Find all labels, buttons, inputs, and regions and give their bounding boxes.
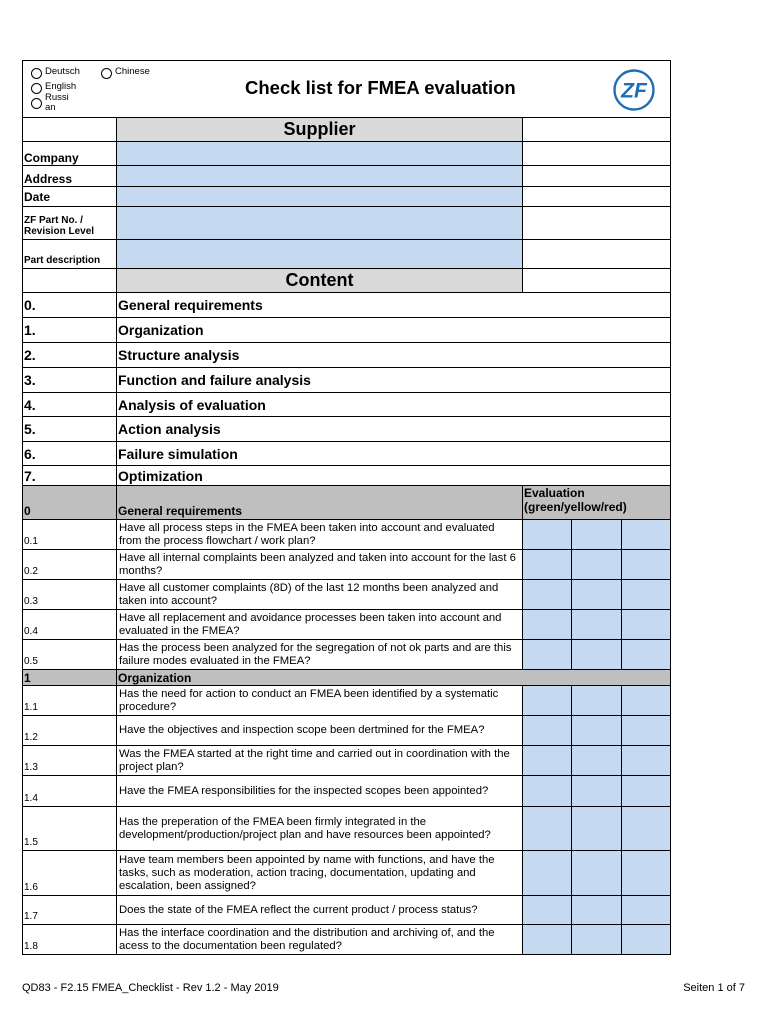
fmea-checklist-table [22, 60, 671, 955]
blank-cell [523, 118, 671, 142]
evaluation-cell[interactable] [572, 686, 622, 716]
evaluation-cell[interactable] [622, 550, 671, 580]
language-option-russian[interactable] [31, 93, 73, 113]
evaluation-cell[interactable] [523, 520, 572, 550]
evaluation-cell[interactable] [622, 851, 671, 896]
section-title: Organization [117, 670, 671, 686]
content-item-number: 7. [23, 466, 117, 486]
evaluation-cell[interactable] [622, 896, 671, 925]
evaluation-cell[interactable] [523, 896, 572, 925]
evaluation-cell[interactable] [572, 610, 622, 640]
blank-cell [523, 166, 671, 187]
evaluation-cell[interactable] [572, 550, 622, 580]
footer-document-id: QD83 - F2.15 FMEA_Checklist - Rev 1.2 - May 2019 [22, 982, 279, 994]
supplier-heading: Supplier [117, 118, 523, 142]
question-text: Was the FMEA started at the right time and carried out in coordination with the project plan? [117, 746, 523, 776]
evaluation-cell[interactable] [523, 716, 572, 746]
question-number: 1.5 [23, 807, 117, 851]
blank-cell [523, 269, 671, 293]
question-text: Have team members been appointed by name with functions, and have the tasks, such as moderation, action tracing, documentation, updating and escalation, been assigned? [117, 851, 523, 896]
evaluation-cell[interactable] [523, 851, 572, 896]
blank-cell [23, 118, 117, 142]
content-item-number: 0. [23, 293, 117, 318]
zf-logo [613, 69, 655, 111]
content-heading: Content [117, 269, 523, 293]
question-number: 1.3 [23, 746, 117, 776]
blank-cell [523, 142, 671, 166]
question-number: 1.2 [23, 716, 117, 746]
question-number: 0.3 [23, 580, 117, 610]
question-number: 1.7 [23, 896, 117, 925]
question-text: Has the need for action to conduct an FMEA been identified by a systematic procedure? [117, 686, 523, 716]
content-item-title: Function and failure analysis [117, 368, 671, 393]
evaluation-cell[interactable] [523, 610, 572, 640]
address-label: Address [23, 166, 117, 187]
section-title: General requirements [117, 486, 523, 520]
evaluation-cell[interactable] [622, 610, 671, 640]
question-text: Have all customer complaints (8D) of the last 12 months been analyzed and taken into account? [117, 580, 523, 610]
blank-cell [523, 187, 671, 207]
evaluation-cell[interactable] [572, 925, 622, 955]
question-text: Has the preperation of the FMEA been firmly integrated in the development/production/project plan and have resources been appointed? [117, 807, 523, 851]
evaluation-cell[interactable] [523, 580, 572, 610]
question-text: Have the FMEA responsibilities for the inspected scopes been appointed? [117, 776, 523, 807]
blank-cell [523, 207, 671, 240]
question-number: 0.4 [23, 610, 117, 640]
evaluation-cell[interactable] [572, 640, 622, 670]
question-text: Has the interface coordination and the distribution and archiving of, and the acess to the documentation been regulated? [117, 925, 523, 955]
evaluation-cell[interactable] [523, 925, 572, 955]
language-option-chinese[interactable] [101, 67, 150, 79]
language-label: English [45, 81, 77, 92]
language-label: Chinese [115, 66, 150, 77]
evaluation-cell[interactable] [622, 746, 671, 776]
section-number: 1 [23, 670, 117, 686]
blank-cell [523, 240, 671, 269]
question-number: 0.2 [23, 550, 117, 580]
language-label: Deutsch [45, 66, 80, 77]
question-text: Have all internal complaints been analyzed and taken into account for the last 6 months? [117, 550, 523, 580]
question-number: 1.4 [23, 776, 117, 807]
part-description-label: Part description [23, 240, 117, 269]
question-number: 1.1 [23, 686, 117, 716]
evaluation-cell[interactable] [572, 716, 622, 746]
content-item-number: 5. [23, 417, 117, 442]
content-item-title: Failure simulation [117, 442, 671, 466]
language-option-deutsch[interactable] [31, 67, 80, 79]
evaluation-cell[interactable] [523, 550, 572, 580]
content-item-title: Structure analysis [117, 343, 671, 368]
evaluation-cell[interactable] [523, 776, 572, 807]
page-title: Check list for FMEA evaluation [245, 77, 516, 98]
company-label: Company [23, 142, 117, 166]
evaluation-cell[interactable] [572, 776, 622, 807]
content-item-number: 2. [23, 343, 117, 368]
radio-icon[interactable] [101, 68, 112, 79]
evaluation-header: Evaluation (green/yellow/red) [523, 486, 671, 520]
question-text: Have the objectives and inspection scope been dertmined for the FMEA? [117, 716, 523, 746]
part-number-field[interactable] [117, 207, 523, 240]
evaluation-cell[interactable] [572, 746, 622, 776]
content-item-number: 4. [23, 393, 117, 417]
evaluation-cell[interactable] [523, 807, 572, 851]
evaluation-cell[interactable] [622, 580, 671, 610]
content-item-title: Optimization [117, 466, 671, 486]
evaluation-cell[interactable] [572, 580, 622, 610]
evaluation-cell[interactable] [572, 851, 622, 896]
content-item-number: 1. [23, 318, 117, 343]
question-number: 0.1 [23, 520, 117, 550]
evaluation-cell[interactable] [622, 716, 671, 746]
question-text: Does the state of the FMEA reflect the current product / process status? [117, 896, 523, 925]
company-field[interactable] [117, 142, 523, 166]
evaluation-cell[interactable] [572, 807, 622, 851]
question-number: 0.5 [23, 640, 117, 670]
question-text: Have all process steps in the FMEA been taken into account and evaluated from the process flowchart / work plan? [117, 520, 523, 550]
language-label: Russi an [45, 92, 69, 113]
date-label: Date [23, 187, 117, 207]
address-field[interactable] [117, 166, 523, 187]
content-item-number: 3. [23, 368, 117, 393]
evaluation-cell[interactable] [622, 807, 671, 851]
evaluation-cell[interactable] [622, 925, 671, 955]
content-item-title: Action analysis [117, 417, 671, 442]
question-number: 1.8 [23, 925, 117, 955]
part-description-field[interactable] [117, 240, 523, 269]
date-field[interactable] [117, 187, 523, 207]
content-item-title: Analysis of evaluation [117, 393, 671, 417]
evaluation-cell[interactable] [523, 640, 572, 670]
question-text: Have all replacement and avoidance processes been taken into account and evaluated in the FMEA? [117, 610, 523, 640]
question-text: Has the process been analyzed for the segregation of not ok parts and are this failure modes evaluated in the FMEA? [117, 640, 523, 670]
content-item-number: 6. [23, 442, 117, 466]
evaluation-cell[interactable] [622, 640, 671, 670]
part-number-label: ZF Part No. / Revision Level [23, 207, 117, 240]
evaluation-cell[interactable] [622, 686, 671, 716]
content-item-title: General requirements [117, 293, 671, 318]
radio-icon[interactable] [31, 68, 42, 79]
logo-text: ZF [621, 79, 647, 103]
radio-icon[interactable] [31, 98, 42, 109]
header-cell [23, 61, 671, 118]
content-item-title: Organization [117, 318, 671, 343]
evaluation-cell[interactable] [622, 776, 671, 807]
evaluation-cell[interactable] [523, 746, 572, 776]
footer-page-count: Seiten 1 of 7 [683, 982, 745, 994]
evaluation-cell[interactable] [523, 686, 572, 716]
evaluation-cell[interactable] [572, 520, 622, 550]
evaluation-cell[interactable] [572, 896, 622, 925]
blank-cell [23, 269, 117, 293]
evaluation-cell[interactable] [622, 520, 671, 550]
question-number: 1.6 [23, 851, 117, 896]
section-number: 0 [23, 486, 117, 520]
